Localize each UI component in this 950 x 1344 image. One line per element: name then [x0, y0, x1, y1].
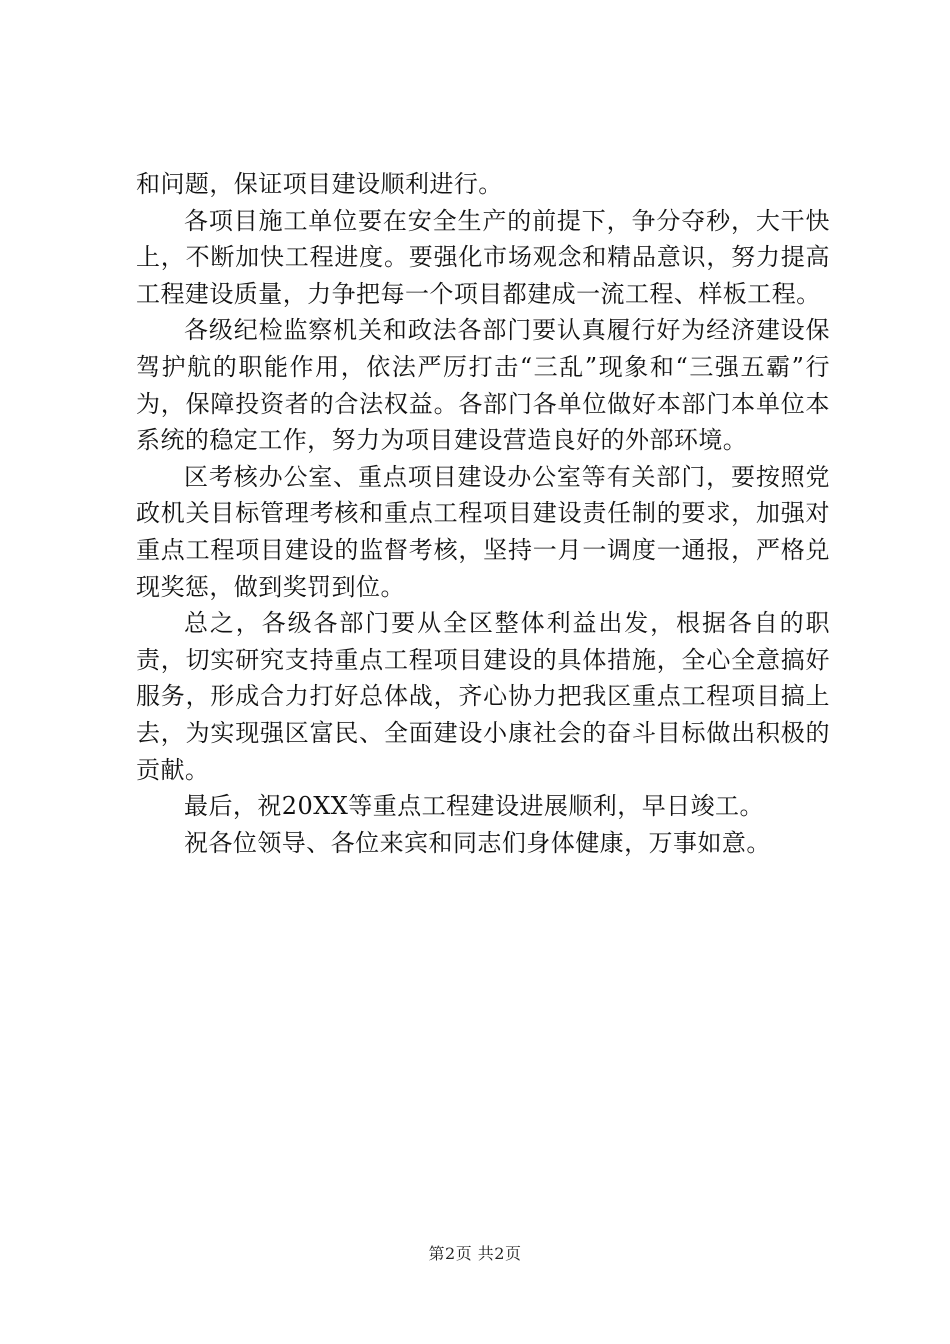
paragraph-wish-project: 最后，祝20XX等重点工程建设进展顺利，早日竣工。	[184, 792, 764, 821]
paragraph-construction-units: 各项目施工单位要在安全生产的前提下，争分夺秒，大干快上，不断加快工程进度。要强化市场观念和精品意识，努力提高工程建设质量，力争把每一个项目都建成一流工程、样板工程。	[136, 206, 830, 308]
paragraph-wish-attendees: 祝各位领导、各位来宾和同志们身体健康，万事如意。	[184, 828, 771, 857]
page-footer: 第2页 共2页	[428, 1244, 522, 1263]
paragraph-continuation: 和问题，保证项目建设顺利进行。	[136, 170, 503, 198]
paragraph-conclusion: 总之，各级各部门要从全区整体利益出发，根据各自的职责，切实研究支持重点工程项目建设的具体措施，全心全意搞好服务，形成合力打好总体战，齐心协力把我区重点工程项目搞上去，为实现强区富民、全面建设小康社会的奋斗目标做出积极的贡献。	[136, 609, 830, 784]
paragraph-assessment-office: 区考核办公室、重点项目建设办公室等有关部门，要按照党政机关目标管理考核和重点工程项目建设责任制的要求，加强对重点工程项目建设的监督考核，坚持一月一调度一通报，严格兑现奖惩，做到奖罚到位。	[136, 462, 830, 601]
paragraph-discipline-inspection: 各级纪检监察机关和政法各部门要认真履行好为经济建设保驾护航的职能作用，依法严厉打击“三乱”现象和“三强五霸”行为，保障投资者的合法权益。各部门各单位做好本部门本单位本系统的稳定工作，努力为项目建设营造良好的外部环境。	[136, 316, 830, 455]
document-body	[136, 166, 830, 861]
